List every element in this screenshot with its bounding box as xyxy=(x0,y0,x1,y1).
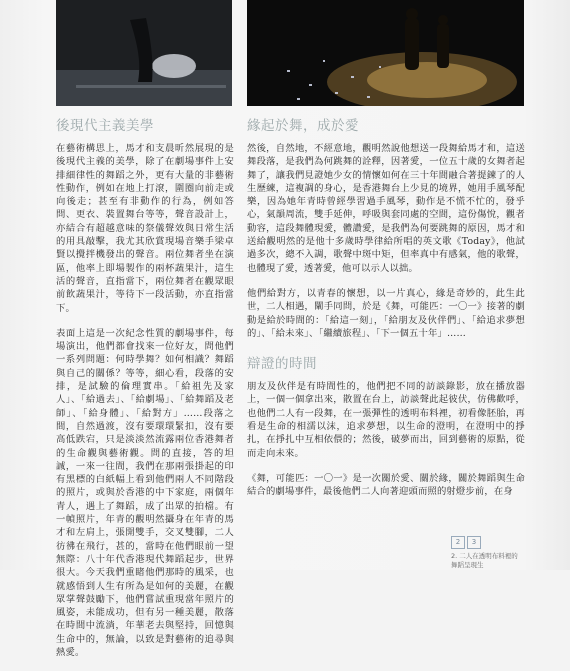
section-heading: 後現代主義美學 xyxy=(56,118,154,134)
paragraph: 然後，自然地，不經意地，觀明然說他想送一段舞給馬才和，這送舞段落，是我們為何跳舞的詮釋，因著愛，一位五十歲的女舞者起舞了，讓我們見證她少女的情懷如何在三十年間融合著提鍊了的人生歷練，這複調的身心，是香港舞台上少見的境界，她用手風琴配樂，因為她年青時曾經學習過手風琴，動作是不慌不忙的，發乎心，氣韻周流，雙手延伸，呼吸與套同處的空間，這份傷悅，觀者動容，這段舞體現愛，體讚愛，是我們為何要跳舞的原因，馬才和送給觀明然的是他十多歲時學律給所唱的英文歌《Today》，他試過多次，總不入調，歌聲中斑中矩，但率真中有感氣，他的歌聲，也體現了愛，透著愛，他可以示人以拙。 xyxy=(247,143,525,274)
paragraph: 《舞，可能匹：一〇一》是一次關於愛、關於緣，關於舞蹈與生命結合的劇場事件，最後他們二人向著迎頭而照的射燈步前，在身 xyxy=(247,472,525,498)
section-heading: 緣起於舞，成於愛 xyxy=(247,118,359,134)
performance-photo-right xyxy=(247,0,524,106)
caption-number: 2 xyxy=(451,536,465,549)
paragraph: 朋友及伙伴是有時間性的，他們把不同的訪談錄影，放在播放器上，一個一個拿出來，散置在台上，訪談聲此起彼伏，仿佛歡呼，也他們二人有一段舞，在一張彈性的透明布料裡，初看像胚胎，再看是生命的相濡以沫，追求夢想，以生命的澄明，在澄明中的掙扎，在掙扎中互相依偎的；然後，破夢而出，回到藝術的原點，從而走向未來。 xyxy=(247,381,525,459)
caption-text: 2. 二人在透明布料裡的舞蹈呈現生 xyxy=(451,552,518,569)
left-column xyxy=(56,114,234,671)
performance-photo-left xyxy=(56,0,232,106)
paragraph: 在藝術構思上，馬才和支晨昕然展現的是後現代主義的美學，除了在劇場事件上安排細律性的舞蹈之外，更有大量的非藝術性動作，例如在地上打滾，圍圈向前走或向後走；甚至有非動作的行為，例如答問、更衣、裝置舞台等等，聲音設計上，亦結合有超越意味的祭儀聲效與日常生活的用具敲擊，我尤其欣賞現場音樂手梁卓賢以攪拌機發出的聲音。兩位舞者坐在演區，他率上即場製作的兩杯蔬果汁，這生活的聲音，直指當下，兩位舞者在觀眾眼前飲蔬果汁，等待下一段活動，亦直指當下。 xyxy=(56,143,234,314)
section-heading-2: 辯證的時間 xyxy=(247,356,317,373)
paragraph: 他們給對方，以青春的懷想，以一片真心，緣是奇妙的，此生此世，二人相遇，闡手同問，於是《舞，可能匹：一〇一》接著的劇動是給於時間的：「給這一刻」，「給朋友及伙伴們」、「給追求夢想的」、「給未來」、「繼續旅程」、「下一個五十年」…… xyxy=(247,287,525,339)
paragraph: 表面上這是一次紀念性質的劇場事件，每場演出，他們都會找來一位好友，問他們一系列問題：何時學舞？如何相識？舞蹈與自己的關係？等等，細心看，段落的安排，是試驗的倫理實串。「給祖先及家人」、「給過去」、「給劇場」、「給舞蹈及老師」、「給身體」、「給對方」……段落之間，自然過渡，沒有要環環緊扣，沒有要高低跌宕，只是淡淡然流露兩位香港舞者的生命觀與藝術觀。問的直接，答的坦誠，一來一往間，我們在那兩張掛起的印有黑標的白紙幅上看到他們兩人不同階段的照片，或與於香港的中下家庭，兩個年青人，遇上了舞蹈，成了出眾的拍檔。有一幀照片，年青的觀明然攝身在年青的馬才和左肩上，張開雙手，交叉雙腳，二人彷彿在飛行，甚的，當時在他們眼前一望無際：八十年代香港現代舞蹈起步，世界很大。今天我們重睹他們那時的風采，也就感悟到人生有所為是如何的美麗，在觀眾掌聲鼓勵下，他們嘗試重現當年照片的風姿，未能成功，但有另一種美麗，散落在時間中流淌，年華老去與堅持，回憶與生命中的，無論，以致是對藝術的追尋與熱愛。 xyxy=(56,327,234,658)
photo-caption xyxy=(451,536,521,570)
caption-number: 3 xyxy=(467,536,481,549)
right-column xyxy=(247,114,525,511)
caption-numbers xyxy=(451,536,521,549)
